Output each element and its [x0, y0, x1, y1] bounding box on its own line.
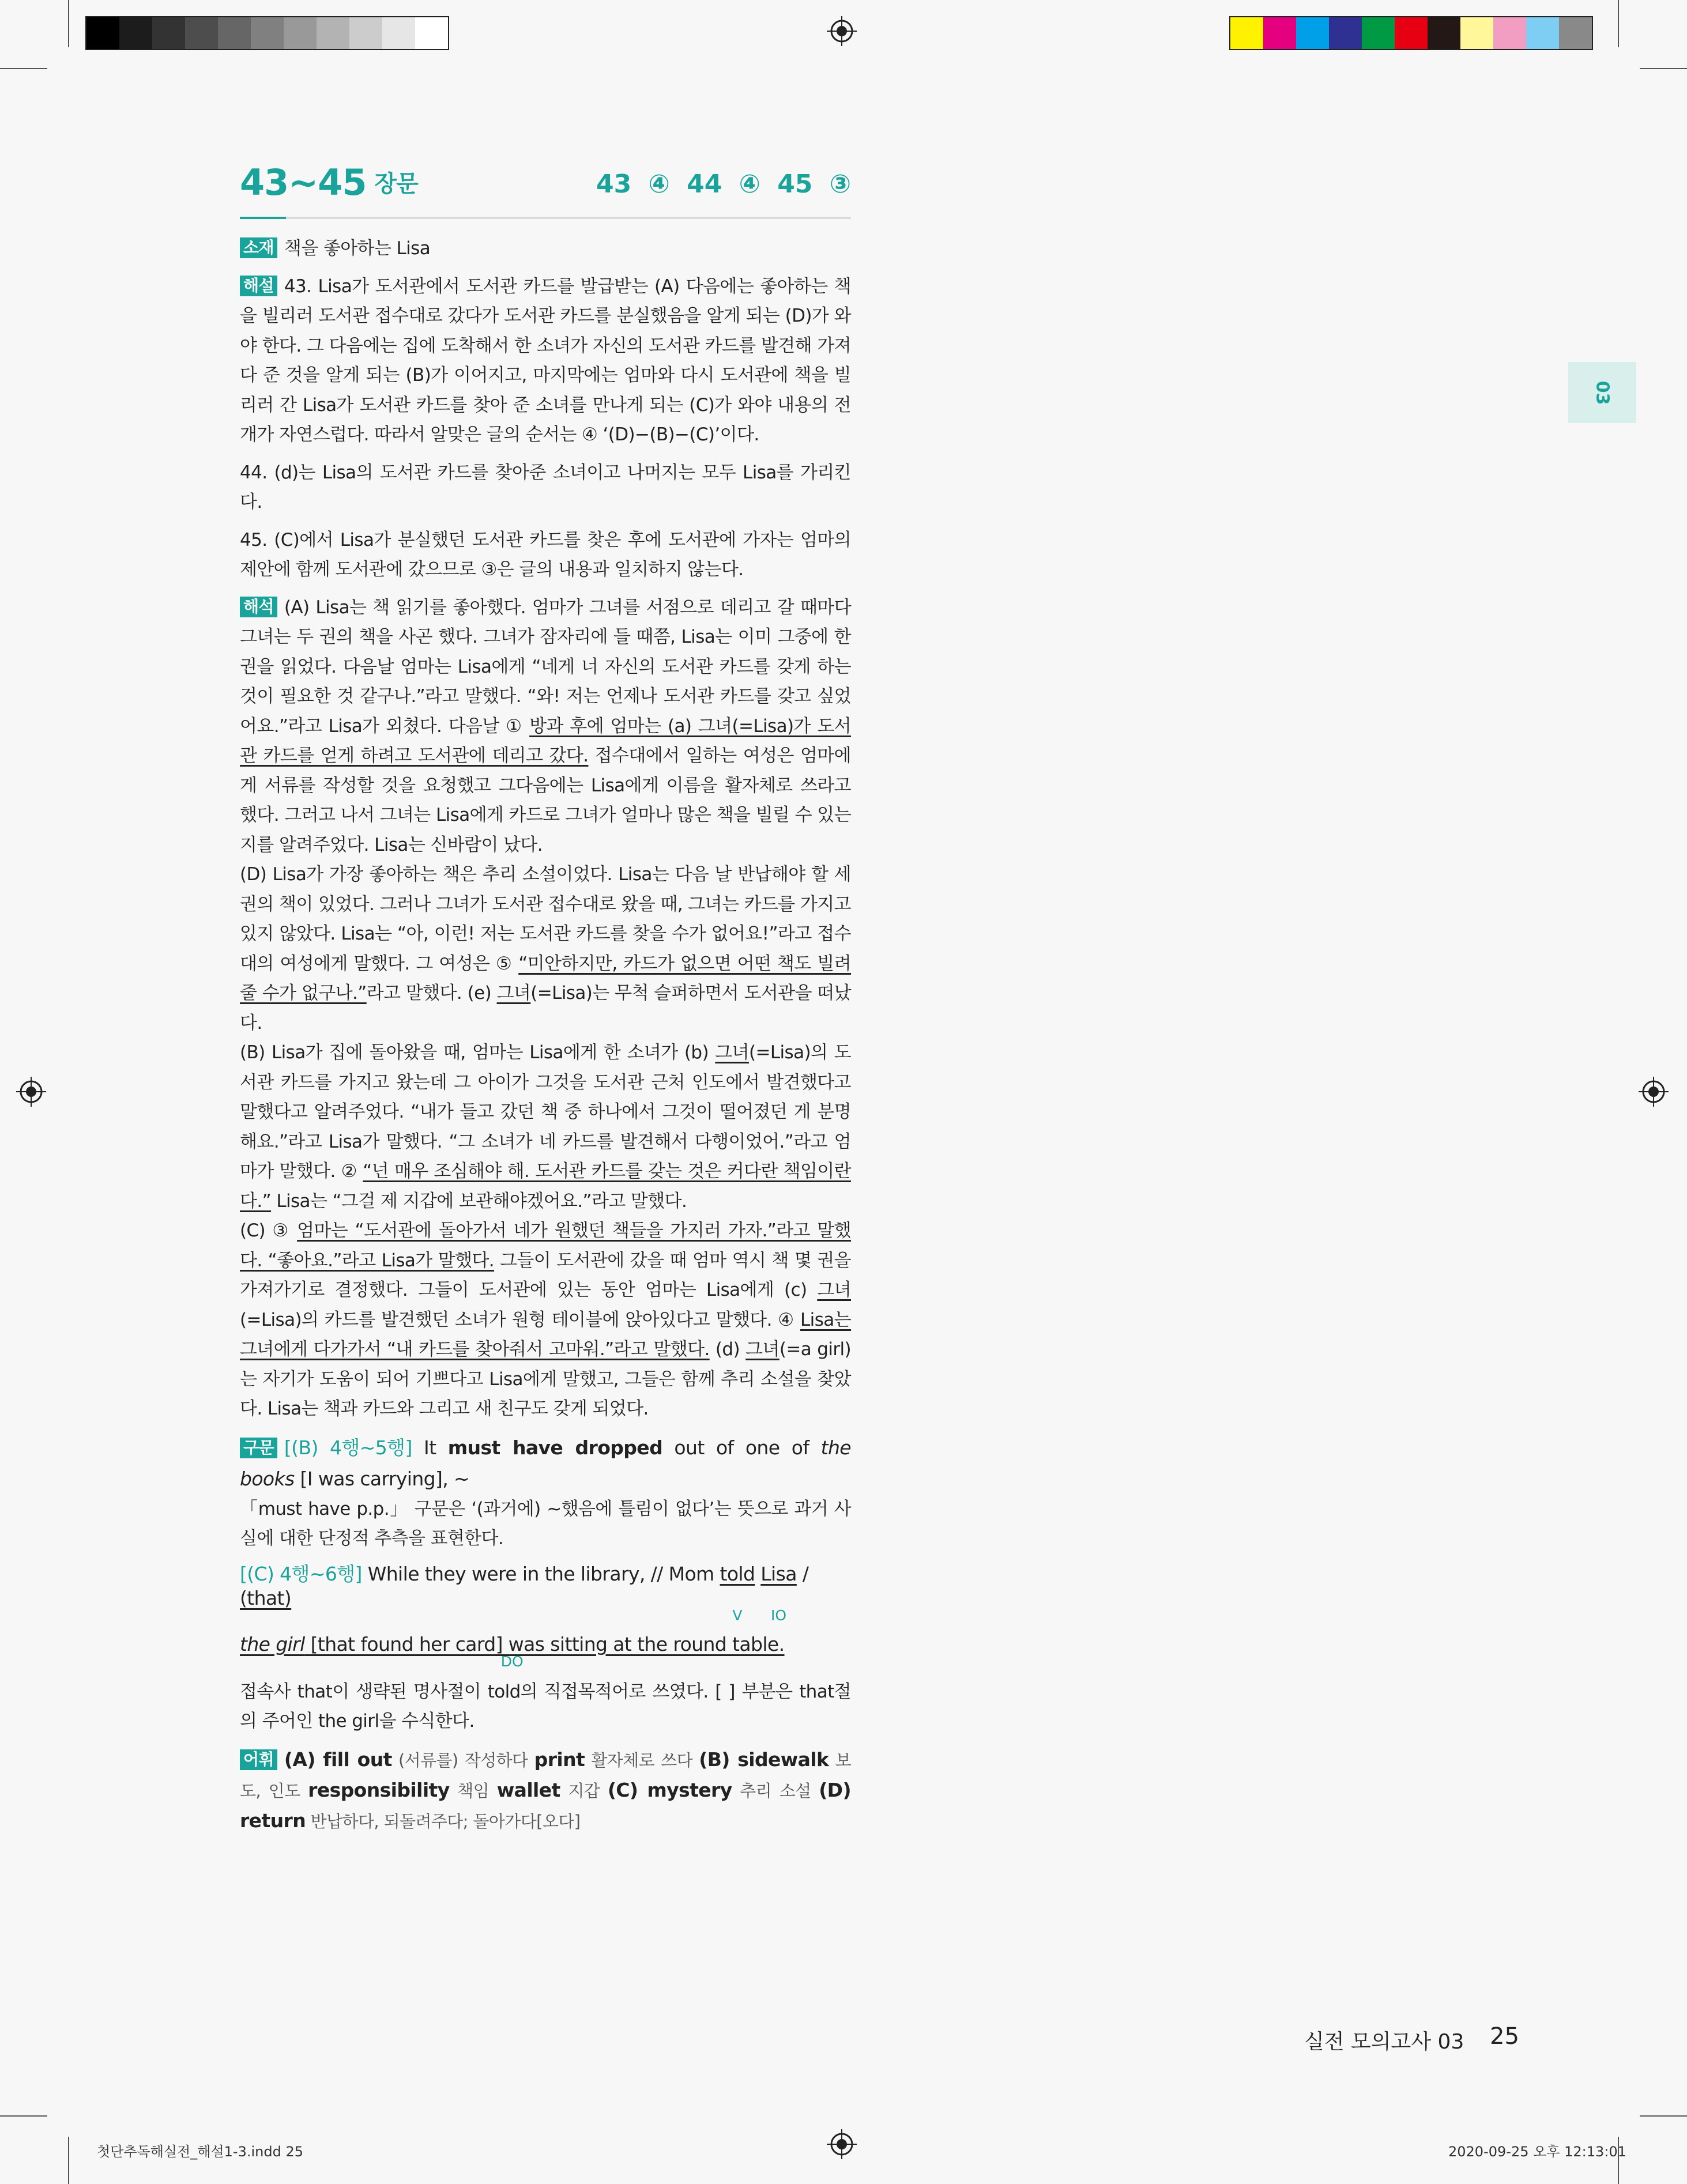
- gray-swatch: [382, 17, 415, 49]
- explanation-tag: 해설: [240, 276, 277, 296]
- underlined-text: 그녀: [817, 1280, 851, 1300]
- italic-text: the books: [240, 1436, 851, 1490]
- gray-swatch: [251, 17, 284, 49]
- syntax-sentence-2-line-2: [240, 1632, 851, 1657]
- translation-a: [240, 593, 851, 861]
- underlined-text: “미안하지만, 카드가 없으면 어떤 책도 빌려줄 수가 없구나.”: [240, 953, 851, 1004]
- underlined-text: 그녀: [715, 1042, 749, 1063]
- chapter-number: 03: [1592, 380, 1613, 405]
- translation-tag: 해석: [240, 597, 277, 617]
- gray-swatch: [284, 17, 317, 49]
- text-run: 그들이 도서관에 갔을 때 엄마 역시 책 몇 권을 가져가기로 결정했다. 그들이 도서관에 있는 동안 엄마는 Lisa에게 (c): [240, 1250, 851, 1300]
- color-swatch: [1559, 17, 1592, 49]
- underlined-text: Lisa는 그녀에게 다가가서 “내 카드를 찾아줘서 고마워.”라고 말했다.: [240, 1309, 851, 1360]
- text-run: out of one of: [662, 1436, 821, 1459]
- text-run: /: [796, 1562, 809, 1585]
- text-run: (C) ③: [240, 1220, 298, 1241]
- color-swatch: [1263, 17, 1296, 49]
- text-run: (D) Lisa가 가장 좋아하는 책은 추리 소설이었다. Lisa는 다음 날 반납해야 할 세 권의 책이 있었다. 그러나 그녀가 도서관 접수대로 왔을 때, 그녀는 카드를 가지고 있지 않았다. Lisa는 “아, 이런! 저는 도서관 카드를 찾을 수가 없어요!”라고 접수대의 여성에게 말했다. 그 여성은 ⑤: [240, 864, 851, 974]
- color-swatch: [1362, 17, 1395, 49]
- text-run: (B) Lisa가 집에 돌아왔을 때, 엄마는 Lisa에게 한 소녀가 (b): [240, 1042, 716, 1063]
- text-run: [I was carrying], ~: [294, 1467, 470, 1490]
- crop-mark: [68, 2137, 69, 2184]
- print-slug-file: 첫단추독해실전_해설1-3.indd 25: [97, 2144, 303, 2160]
- explanation-44: 44. (d)는 Lisa의 도서관 카드를 찾아준 소녀이고 나머지는 모두 Lisa를 가리킨다.: [240, 462, 851, 512]
- text-run: While they were in the library, // Mom: [362, 1562, 720, 1585]
- text-run: (=Lisa)는 무척 슬퍼하면서 도서관을 떠났다.: [240, 983, 851, 1033]
- color-swatch: [1526, 17, 1559, 49]
- vocab-gloss: 활자체로 쓰다: [585, 1750, 699, 1770]
- text-run: 접수대에서 일하는 여성은 엄마에게 서류를 작성할 것을 요청했고 그다음에는 Lisa에게 이름을 활자체로 쓰라고 했다. 그러고 나서 그녀는 Lisa에게 카드로 그녀가 얼마나 많은 책을 빌릴 수 있는지를 알려주었다. Lisa는 신바람이 났다.: [240, 745, 851, 855]
- vocabulary-list: [240, 1745, 851, 1836]
- text-run: Lisa는 “그걸 제 지갑에 보관해야겠어요.”라고 말했다.: [271, 1190, 687, 1212]
- color-swatch: [1230, 17, 1263, 49]
- vocab-word: responsibility: [308, 1778, 450, 1801]
- crop-mark: [1618, 0, 1619, 47]
- vocab-word: (B) sidewalk: [699, 1748, 829, 1771]
- vocab-word: (A) fill out: [284, 1748, 392, 1771]
- underlined-text: “넌 매우 조심해야 해. 도서관 카드를 갖는 것은 커다란 책임이란다.”: [240, 1161, 851, 1212]
- gray-swatch: [349, 17, 382, 49]
- underlined-text: 엄마는 “도서관에 돌아가서 네가 원했던 책들을 가지러 가자.”라고 말했다. “좋아요.”라고 Lisa가 말했다.: [240, 1220, 851, 1271]
- explanation-43: [240, 272, 851, 450]
- direct-object-label: DO: [500, 1653, 524, 1670]
- registration-mark-icon: [827, 16, 857, 46]
- crop-mark: [1640, 2115, 1687, 2117]
- registration-mark-icon: [827, 2129, 857, 2159]
- vocab-gloss: 보도, 인도: [240, 1750, 851, 1801]
- underlined-text: 방과 후에 엄마는 (a) 그녀(=Lisa)가 도서관 카드를 얻게 하려고 도서관에 데리고 갔다.: [240, 715, 851, 766]
- section-type: 장문: [374, 171, 418, 197]
- text-run: It: [412, 1436, 448, 1459]
- color-swatch: [1329, 17, 1362, 49]
- topic-tag: 소재: [240, 237, 277, 258]
- header-rule: [240, 217, 851, 219]
- crop-mark: [0, 68, 47, 69]
- gray-swatch: [185, 17, 218, 49]
- translation-c: [240, 1216, 851, 1424]
- print-slug-date: 2020-09-25 오후 12:13:01: [1448, 2144, 1626, 2160]
- crop-mark: [68, 0, 69, 47]
- grammar-labels-row-2: [240, 1653, 851, 1674]
- gray-swatch: [415, 17, 448, 49]
- question-range-title: [240, 161, 418, 203]
- vocab-word: wallet: [496, 1778, 560, 1801]
- text-run: (=Lisa)의 카드를 발견했던 소녀가 원형 테이블에 앉아있다고 말했다. ④: [240, 1309, 801, 1330]
- translation-b: [240, 1038, 851, 1216]
- registration-mark-icon: [1639, 1077, 1669, 1107]
- bold-text: must have dropped: [447, 1436, 663, 1459]
- vocab-gloss: 반납하다, 되돌려주다; 돌아가다[오다]: [306, 1811, 581, 1831]
- vocab-gloss: (서류를) 작성하다: [391, 1750, 534, 1770]
- vocab-word: print: [534, 1748, 585, 1771]
- question-range: 43∼45: [240, 161, 367, 203]
- gray-swatch: [317, 17, 349, 49]
- vocab-word: (C) mystery: [607, 1778, 732, 1801]
- indirect-object-underlined: Lisa: [760, 1562, 797, 1585]
- optional-that: (that): [240, 1586, 292, 1609]
- vocab-gloss: 지갑: [560, 1781, 608, 1801]
- gray-swatch: [86, 17, 119, 49]
- grammar-labels-row-1: [240, 1606, 851, 1628]
- vocab-gloss: 추리 소설: [732, 1781, 819, 1801]
- translation-d: [240, 860, 851, 1038]
- syntax-reference: [(C) 4행∼6행]: [240, 1562, 362, 1585]
- running-footer-title: 실전 모의고사 03: [1304, 2030, 1464, 2054]
- syntax-reference: [(B) 4행∼5행]: [284, 1436, 412, 1459]
- color-calibration-bar: [1229, 16, 1593, 50]
- syntax-note-1: 「must have p.p.」 구문은 ‘(과거에) ∼했음에 틀림이 없다’는 뜻으로 과거 사실에 대한 단정적 추측을 표현한다.: [240, 1498, 851, 1549]
- vocab-gloss: 책임: [449, 1781, 497, 1801]
- text-run: (=a girl)는 자기가 도움이 되어 기쁘다고 Lisa에게 말했고, 그들은 함께 추리 소설을 찾았다. Lisa는 책과 카드와 그리고 새 친구도 갖게 되었다.: [240, 1339, 852, 1419]
- verb-underlined: told: [720, 1562, 755, 1585]
- vocabulary-tag: 어휘: [240, 1749, 277, 1770]
- page-number: 25: [1490, 2023, 1519, 2050]
- underlined-text: 그녀: [745, 1339, 780, 1360]
- italic-text: the girl: [240, 1632, 305, 1655]
- verb-label: V: [732, 1606, 743, 1624]
- registration-mark-icon: [16, 1077, 46, 1107]
- gray-swatch: [119, 17, 152, 49]
- gray-swatch: [152, 17, 185, 49]
- chapter-side-tab: [1568, 362, 1636, 423]
- text-run: [that found her card] was sitting at the round table.: [304, 1632, 785, 1655]
- color-swatch: [1493, 17, 1526, 49]
- syntax-note-2: 접속사 that이 생략된 명사절이 told의 직접목적어로 쓰였다. [ ] 부분은 that절의 주어인 the girl을 수식한다.: [240, 1681, 851, 1732]
- syntax-sentence-1: [240, 1432, 851, 1495]
- crop-mark: [0, 2115, 47, 2117]
- answer-explanation-column: [240, 161, 851, 1836]
- indirect-object-label: IO: [771, 1606, 787, 1624]
- answer-key: 43 ④ 44 ④ 45 ③: [596, 169, 851, 199]
- color-swatch: [1428, 17, 1460, 49]
- syntax-sentence-2-line-1: [240, 1562, 851, 1610]
- text-run: (=Lisa)의 도서관 카드를 가지고 왔는데 그 아이가 그것을 도서관 근처 인도에서 발견했다고 말했다고 알려주었다. “내가 들고 갔던 책 중 하나에서 그것이 떨어졌던 게 분명해요.”라고 Lisa가 말했다. “그 소녀가 네 카드를 발견해서 다행이었어.”라고 엄마가 말했다. ②: [240, 1042, 852, 1182]
- text-run: (A) Lisa는 책 읽기를 좋아했다. 엄마가 그녀를 서점으로 데리고 갈 때마다 그녀는 두 권의 책을 사곤 했다. 그녀가 잠자리에 들 때쯤, Lisa는 이미 그중에 한 권을 읽었다. 다음날 엄마는 Lisa에게 “네게 너 자신의 도서관 카드를 갖게 하는 것이 필요한 것 같구나.”라고 말했다. “와! 저는 언제나 도서관 카드를 갖고 싶었어요.”라고 Lisa가 외쳤다. 다음날 ①: [240, 597, 851, 737]
- explanation-43-text: 43. Lisa가 도서관에서 도서관 카드를 발급받는 (A) 다음에는 좋아하는 책을 빌리러 도서관 접수대로 갔다가 도서관 카드를 분실했음을 알게 되는 (D)가 와야 한다. 그 다음에는 집에 도착해서 한 소녀가 자신의 도서관 카드를 발견해 가져다 준 것을 알게 되는 (B)가 이어지고, 마지막에는 엄마와 다시 도서관에 책을 빌리러 간 Lisa가 도서관 카드를 찾아 준 소녀를 만나게 되는 (C)가 와야 내용의 전개가 자연스럽다. 따라서 알맞은 글의 순서는 ④ ‘(D)−(B)−(C)’이다.: [240, 276, 851, 445]
- syntax-tag: 구문: [240, 1438, 277, 1458]
- topic-paragraph: [240, 234, 851, 264]
- text-run: 라고 말했다. (e): [366, 983, 497, 1004]
- color-swatch: [1460, 17, 1493, 49]
- grayscale-calibration-bar: [85, 16, 449, 50]
- explanation-45: 45. (C)에서 Lisa가 분실했던 도서관 카드를 찾은 후에 도서관에 가자는 엄마의 제안에 함께 도서관에 갔으므로 ③은 글의 내용과 일치하지 않는다.: [240, 529, 851, 580]
- section-header: [240, 161, 851, 213]
- text-run: (d): [709, 1339, 746, 1360]
- crop-mark: [1640, 68, 1687, 69]
- underlined-text: 그녀: [496, 983, 531, 1004]
- color-swatch: [1296, 17, 1329, 49]
- gray-swatch: [218, 17, 251, 49]
- topic-text: 책을 좋아하는 Lisa: [284, 238, 431, 259]
- color-swatch: [1395, 17, 1428, 49]
- vocab-word: (D) return: [240, 1778, 851, 1832]
